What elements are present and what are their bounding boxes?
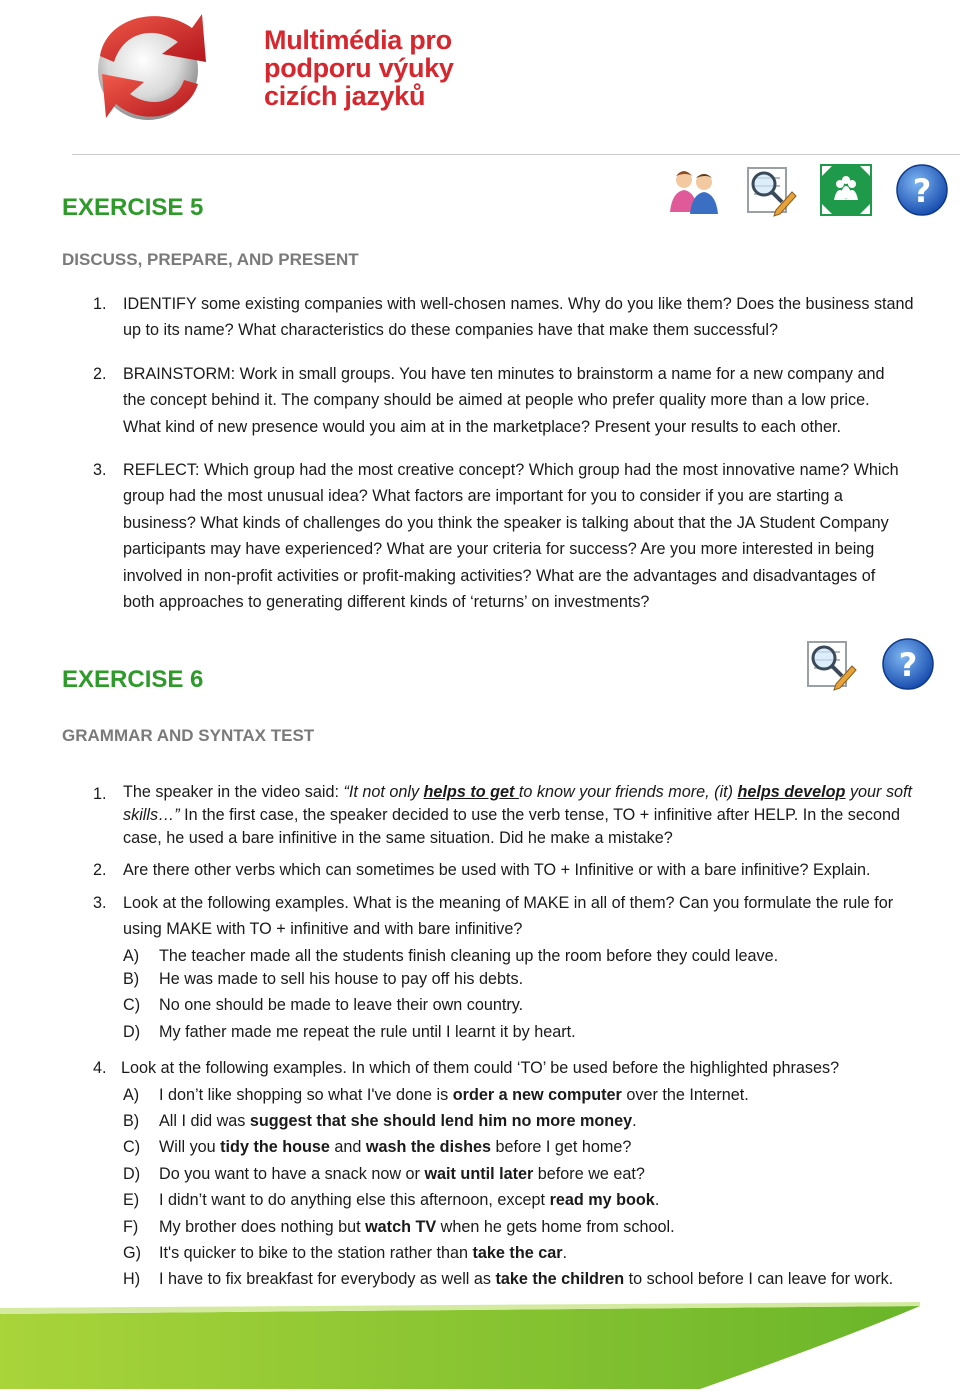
group-discussion-icon	[666, 162, 722, 218]
logo-text	[264, 26, 454, 110]
example-text	[159, 1134, 631, 1160]
logo-text-line: podporu výuky	[264, 53, 454, 83]
quote-text: “It not only	[343, 783, 424, 801]
svg-text:?: ?	[912, 172, 932, 210]
text-run: when he gets home from school.	[436, 1218, 675, 1236]
group-assembly-icon	[818, 162, 874, 218]
help-question-icon	[894, 162, 950, 218]
text-line: What kind of new presence would you aim at in the marketplace? Present your results to each other.	[123, 417, 842, 436]
svg-text:?: ?	[898, 646, 918, 684]
text-line: both approaches to generating different kinds of ‘returns’ on investments?	[123, 593, 650, 612]
example-text	[159, 1108, 637, 1134]
highlighted-phrase: wait until later	[424, 1165, 534, 1183]
exercise-5-title: EXERCISE 5	[62, 194, 204, 221]
item-number: 2.	[93, 365, 107, 383]
exercise-5-item-2	[123, 361, 884, 440]
example-letter: A)	[123, 1086, 140, 1104]
text-run: It's quicker to bike to the station rather than	[159, 1244, 473, 1262]
text-line: BRAINSTORM: Work in small groups. You have ten minutes to brainstorm a name for a new company and	[123, 365, 885, 383]
text-line: using MAKE with TO + infinitive and with bare infinitive?	[123, 920, 523, 939]
text-line: IDENTIFY some existing companies with well-chosen names. Why do you like them? Does the business stand	[123, 295, 914, 313]
example-text	[159, 1082, 749, 1108]
exercise-6-subtitle: GRAMMAR AND SYNTAX TEST	[62, 726, 315, 745]
item-number: 3.	[93, 461, 107, 479]
example-letter: C)	[123, 1138, 141, 1156]
quote-text: your soft	[845, 783, 913, 801]
text-run: over the Internet.	[621, 1086, 749, 1104]
exercise-6-item-1	[123, 781, 912, 850]
item-number: 1.	[93, 295, 107, 313]
highlighted-phrase: read my book	[549, 1191, 655, 1209]
quote-text: skills…”	[123, 806, 180, 824]
example-text	[159, 1214, 675, 1240]
text-line: REFLECT: Which group had the most creative concept? Which group had the most innovative name? Which	[123, 461, 899, 479]
logo-text-line: cizích jazyků	[264, 81, 426, 111]
highlighted-phrase: order a new computer	[452, 1086, 622, 1104]
exercise-5-item-1	[123, 291, 914, 344]
example-letter: G)	[123, 1244, 141, 1262]
example-letter: B)	[123, 970, 140, 988]
text-run: and	[329, 1138, 366, 1156]
text-line: business? What kinds of challenges do you think the speaker is talking about that the JA Student Company	[123, 513, 889, 532]
highlight-phrase: helps to get	[423, 783, 519, 801]
exercise-6-title: EXERCISE 6	[62, 666, 204, 693]
text-line: the concept behind it. The company should be aimed at people who prefer quality more than a low price.	[123, 391, 870, 410]
example-text: No one should be made to leave their own country.	[159, 996, 524, 1014]
logo-sphere-icon	[88, 4, 214, 126]
text-line	[123, 804, 912, 827]
example-text: My father made me repeat the rule until I learnt it by heart.	[159, 1023, 576, 1041]
text-run: Will you	[159, 1138, 221, 1156]
highlighted-phrase: wash the dishes	[365, 1138, 491, 1156]
exercise-6-item-2: Are there other verbs which can sometimes be used with TO + Infinitive or with a bare infinitive? Explain.	[123, 861, 871, 879]
highlight-phrase: helps develop	[737, 783, 846, 801]
example-letter: F)	[123, 1218, 139, 1236]
exercise-6-item-3	[123, 890, 893, 943]
text-line	[123, 781, 912, 804]
text-run: before we eat?	[533, 1165, 645, 1183]
highlighted-phrase: take the car	[472, 1244, 563, 1262]
example-text	[159, 1187, 659, 1213]
example-letter: H)	[123, 1270, 141, 1288]
quote-text: to know your friends more, (it)	[518, 783, 738, 801]
text-run: My brother does nothing but	[159, 1218, 366, 1236]
example-text	[159, 1240, 567, 1266]
text-line: group had the most unusual idea? What factors are important for you to consider if you are starting a	[123, 487, 843, 506]
text-run: In the first case, the speaker decided to use the verb tense, TO + infinitive after HELP. In the second	[179, 806, 900, 824]
exercise-5-subtitle: DISCUSS, PREPARE, AND PRESENT	[62, 250, 359, 269]
text-run: .	[562, 1244, 568, 1262]
highlighted-phrase: suggest that she should lend him no more money	[249, 1112, 633, 1130]
text-run: All I did was	[159, 1112, 250, 1130]
text-run: Do you want to have a snack now or	[159, 1165, 425, 1183]
item-number: 4.	[93, 1059, 107, 1077]
example-text	[159, 1266, 893, 1292]
logo-text-line: Multimédia pro	[264, 25, 452, 55]
example-letter: C)	[123, 996, 141, 1014]
help-question-icon	[880, 636, 936, 692]
item-number: 2.	[93, 861, 107, 879]
header-divider	[72, 154, 960, 155]
text-line: case, he used a bare infinitive in the same situation. Did he make a mistake?	[123, 829, 673, 847]
example-letter: D)	[123, 1023, 141, 1041]
text-line: Look at the following examples. What is the meaning of MAKE in all of them? Can you formulate the rule for	[123, 894, 894, 912]
text-run: I don’t like shopping so what I've done is	[159, 1086, 453, 1104]
text-run: .	[632, 1112, 637, 1130]
example-letter: B)	[123, 1112, 140, 1130]
example-letter: E)	[123, 1191, 140, 1209]
example-text: He was made to sell his house to pay off his debts.	[159, 970, 524, 988]
item-number: 1.	[93, 785, 107, 803]
text-run: The speaker in the video said:	[123, 783, 344, 801]
footer-green-band	[0, 1300, 960, 1389]
text-run: before I get home?	[490, 1138, 632, 1156]
example-text: The teacher made all the students finish cleaning up the room before they could leave.	[159, 947, 779, 965]
magnifier-pencil-icon	[742, 162, 798, 218]
magnifier-pencil-icon	[802, 636, 858, 692]
exercise-5-item-3	[123, 457, 899, 615]
highlighted-phrase: take the children	[495, 1270, 625, 1288]
example-text	[159, 1161, 645, 1187]
exercise-6-item-4: Look at the following examples. In which of them could ‘TO’ be used before the highlighted phrases?	[121, 1059, 840, 1077]
example-letter: D)	[123, 1165, 141, 1183]
text-run: I have to fix breakfast for everybody as well as	[159, 1270, 496, 1288]
highlighted-phrase: watch TV	[365, 1218, 437, 1236]
text-line: participants may have experienced? What are your criteria for success? Are you more interested in being	[123, 540, 875, 559]
text-run: .	[654, 1191, 660, 1209]
text-line: involved in non-profit activities or profit-making activities? What are the advantages and disadvantages of	[123, 566, 876, 585]
item-number: 3.	[93, 894, 107, 912]
text-line: up to its name? What characteristics do these companies have that make them successful?	[123, 321, 779, 340]
text-run: to school before I can leave for work.	[624, 1270, 894, 1288]
example-letter: A)	[123, 947, 140, 965]
highlighted-phrase: tidy the house	[220, 1138, 330, 1156]
text-run: I didn’t want to do anything else this afternoon, except	[159, 1191, 550, 1209]
